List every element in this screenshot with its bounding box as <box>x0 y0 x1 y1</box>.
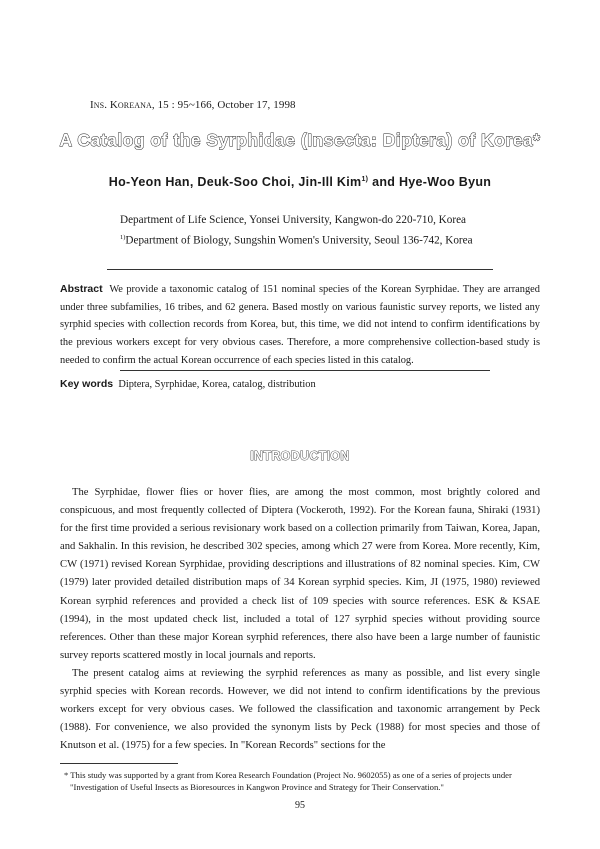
body-text <box>60 484 540 755</box>
journal-abbrev: Ins. Koreana <box>90 99 152 111</box>
paragraph: The present catalog aims at reviewing the syrphid references as many as possible, and list every single syrphid species with Korean records. However, we did not intend to confirm identifications by the previous workers except for very obvious cases. We followed the classification and taxonomic arrangement by Peck (1988). For convenience, we also provided the synonym lists by Peck (1988) for most species and those of Knutson et al. (1975) for a few species. In "Korean Records" sections for the <box>60 667 540 752</box>
footnote-text: This study was supported by a grant from Korea Research Foundation (Project No. 9602055) as one of a series of projects under "Investigation of Useful Insects as Bioresources in Kangwon Province and Strategy for Their Conservation." <box>70 770 512 792</box>
author-joiner: and <box>372 175 396 189</box>
divider-top <box>107 269 493 270</box>
journal-citation <box>90 99 296 111</box>
author-name: Jin-Ill Kim <box>298 175 362 189</box>
journal-volume-date: , 15 : 95~166, October 17, 1998 <box>151 99 296 111</box>
affiliation-mark: 1) <box>361 175 369 183</box>
abstract-text: We provide a taxonomic catalog of 151 nominal species of the Korean Syrphidae. They are arranged under three subfamilies, 16 tribes, and 62 genera. Based mostly on various faunistic survey reports, we listed any syrphid species with collection records from Korea, but, this time, we did not intend to confirm identifications by the previous workers except for very obvious cases. Therefore, a more comprehensive collection-based study is needed to confirm the actual Korean occurrence of each species listed in this catalog. <box>60 284 540 366</box>
affiliation-line: Department of Life Science, Yonsei University, Kangwon-do 220-710, Korea <box>120 214 467 226</box>
abstract <box>60 281 540 370</box>
affiliation-line: $^{1)}$Department of Biology, Sungshin Women's University, Seoul 136-742, Korea <box>120 234 473 247</box>
author-list: Ho-Yeon Han, Deuk-Soo Choi, Jin-Ill Kim$^{1)}$ and Hye-Woo Byun <box>108 175 492 189</box>
paragraph: The Syrphidae, flower flies or hover flies, are among the most common, most brightly colored and conspicuous, and most frequently collected of Diptera (Vockeroth, 1992). For the Korean fauna, Shiraki (1931) for the first time provided a serious revisionary work based on a collection primarily from Taiwan, Korea, Japan, and Sakhalin. In this revision, he described 302 species, among which 27 were from Korea. More recently, Kim, CW (1971) revised Korean Syrphidae, providing descriptions and illustrations of 82 nominal species. Kim, CW (1979) later provided detailed distribution maps of 34 Korean syrphid species. Kim, JI (1975, 1980) reviewed Korean syrphid references and provided a check list of 109 species with source references. ESK & KSAE (1994), in the most updated check list, included a total of 127 syrphid species without providing source references. Other than these major Korean syrphid references, there also have been a large number of faunistic survey reports scattered mostly in local journals and reports. <box>60 487 540 661</box>
page-number: 95 <box>295 800 305 811</box>
keywords <box>60 378 316 390</box>
author-name: Deuk-Soo Choi <box>197 175 291 189</box>
paper-title: A Catalog of the Syrphidae (Insecta: Diptera) of Korea* <box>59 130 541 150</box>
footnote-mark: * <box>64 770 69 780</box>
section-heading: INTRODUCTION <box>250 449 350 463</box>
footnote <box>60 769 540 793</box>
author-name: Hye-Woo Byun <box>398 175 492 189</box>
abstract-label: Abstract <box>60 283 103 295</box>
author-name: Ho-Yeon Han <box>108 175 190 189</box>
footnote-rule <box>60 763 178 764</box>
keywords-label: Key words <box>60 378 114 390</box>
affiliation-mark: 1) <box>120 234 126 241</box>
divider-bottom <box>120 370 490 371</box>
keywords-text: Diptera, Syrphidae, Korea, catalog, distribution <box>118 379 316 390</box>
affiliations <box>120 212 473 250</box>
